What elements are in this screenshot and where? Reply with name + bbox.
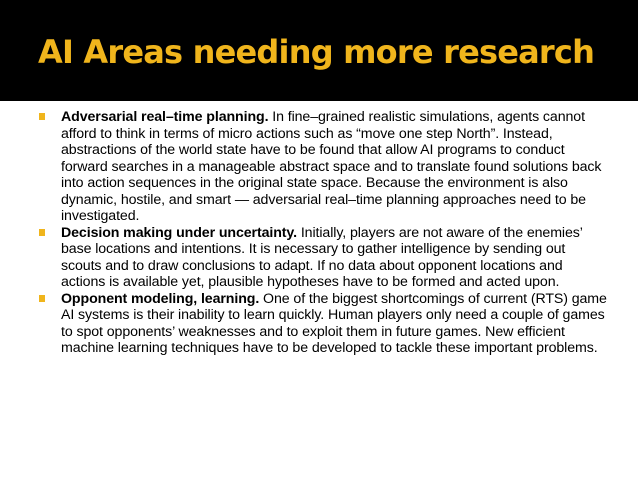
- square-bullet-icon: [39, 113, 45, 120]
- title-bar: [0, 0, 638, 101]
- square-bullet-icon: [39, 295, 45, 302]
- bullet-heading: Opponent modeling, learning.: [61, 290, 260, 307]
- bullet-item-decision-making: [38, 225, 608, 291]
- square-bullet-icon: [39, 229, 45, 236]
- slide-title: AI Areas needing more research: [38, 33, 595, 71]
- bullet-heading: Adversarial real–time planning.: [61, 109, 269, 125]
- bullet-item-opponent-modeling: [38, 291, 608, 357]
- bullet-heading: Decision making under uncertainty.: [61, 224, 297, 241]
- bullet-list: [38, 109, 608, 357]
- bullet-body: In fine–grained realistic simulations, agents cannot afford to think in terms of micro actions such as “move one step North”. Instead, abstractions of the world state have to be found that allow AI programs to conduct forward searches in a manageable abstract space and to translate found solutions back into action sequences in the original state space. Because the environment is also dynamic, hostile, and smart — adversarial real–time planning approaches need to be investigated.: [61, 109, 602, 224]
- bullet-body: One of the biggest shortcomings of current (RTS) game AI systems is their inability to learn quickly. Human players only need a couple of games to spot opponents’ weaknesses and to exploit them in future games. New efficient machine learning techniques have to be developed to tackle these important problems.: [61, 290, 607, 356]
- bullet-item-adversarial-planning: [38, 109, 608, 225]
- bullet-body: Initially, players are not aware of the enemies’ base locations and intentions. It is necessary to gather intelligence by sending out scouts and to draw conclusions to adapt. If no data about opponent locations and actions is available yet, plausible hypotheses have to be formed and acted upon.: [61, 224, 583, 290]
